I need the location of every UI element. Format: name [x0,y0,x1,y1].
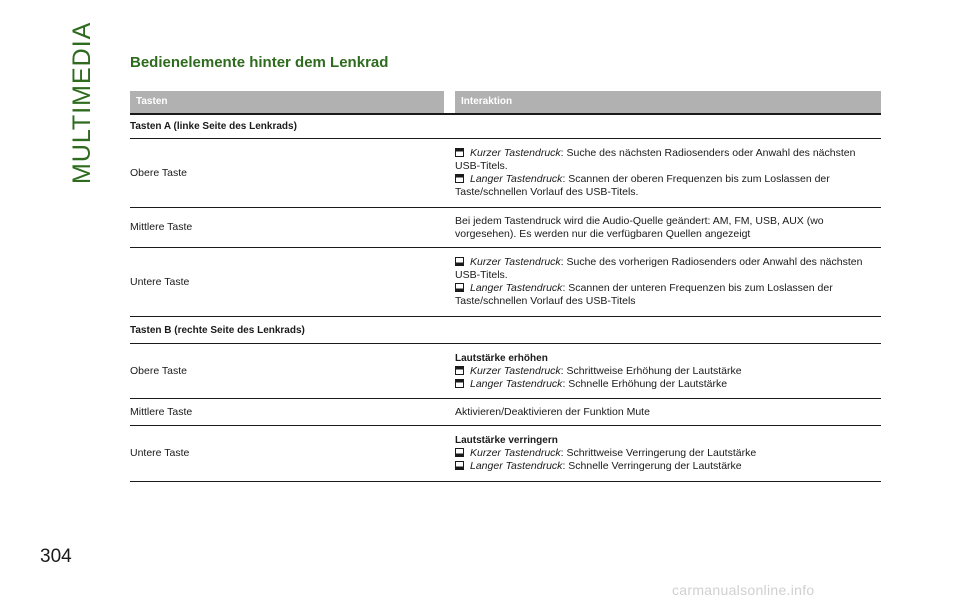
interaction-line [455,256,881,282]
header-buttons: Tasten [130,91,444,113]
controls-table [130,91,881,482]
press-description: : Schrittweise Verringerung der Lautstärke [560,447,757,459]
interaction-subtitle: Lautstärke erhöhen [455,352,548,364]
interaction-line [455,365,881,378]
button-press-icon [455,174,464,183]
interaction-cell [455,434,881,473]
button-cell: Mittlere Taste [130,405,193,418]
press-type: Langer Tastendruck [470,377,563,390]
press-description: : Schrittweise Erhöhung der Lautstärke [560,364,742,377]
interaction-line [455,147,881,173]
interaction-cell: Bei jedem Tastendruck wird die Audio-Quelle geändert: AM, FM, USB, AUX (wo vorgesehen). Es werden nur die verfügbaren Quellen angezeigt [455,214,824,240]
press-description: : Suche des nächsten Radiosenders oder Anwahl des nächsten USB-Titels. [455,147,856,172]
section-title: MULTIMEDIA [68,21,96,184]
button-cell: Untere Taste [130,275,190,288]
button-press-icon [455,283,464,292]
button-press-icon [455,448,464,457]
page-number: 304 [40,546,72,567]
press-type: Kurzer Tastendruck [470,364,561,377]
button-press-icon [455,148,464,157]
button-press-icon [455,461,464,470]
interaction-line [455,378,881,391]
button-cell: Obere Taste [130,166,188,179]
button-press-icon [455,366,464,375]
press-description: : Suche des vorherigen Radiosenders oder Anwahl des nächsten USB-Titels. [455,256,863,281]
press-type: Kurzer Tastendruck [470,147,561,159]
table-row [130,426,881,482]
button-cell: Obere Taste [130,364,188,377]
press-type: Kurzer Tastendruck [470,256,561,268]
press-type: Kurzer Tastendruck [470,447,561,459]
press-type: Langer Tastendruck [470,173,563,185]
interaction-cell [455,256,881,308]
press-description: : Scannen der unteren Frequenzen bis zum Loslassen der Taste/schnellen Vorlauf des USB-Titels [455,282,833,307]
press-description: : Scannen der oberen Frequenzen bis zum Loslassen der Taste/schnellen Vorlauf des USB-Titels. [455,173,830,198]
table-row [130,248,881,317]
button-press-icon [455,257,464,266]
interaction-line [455,447,881,460]
button-cell: Untere Taste [130,447,190,459]
button-cell: Mittlere Taste [130,221,193,233]
section-row-b [130,317,881,344]
table-row [130,344,881,399]
table-row [130,139,881,208]
interaction-subtitle: Lautstärke verringern [455,435,558,446]
table-row [130,208,881,248]
interaction-cell: Aktivieren/Deaktivieren der Funktion Mute [455,405,650,418]
interaction-line [455,282,881,308]
table-header [130,91,881,113]
interaction-cell [455,147,881,199]
press-description: : Schnelle Verringerung der Lautstärke [562,460,742,472]
page-heading: Bedienelemente hinter dem Lenkrad [130,54,389,71]
interaction-cell [455,352,881,391]
section-row-a [130,113,881,139]
button-press-icon [455,379,464,388]
press-type: Langer Tastendruck [470,282,563,294]
header-interaction: Interaktion [455,91,881,113]
interaction-line [455,173,881,199]
table-row [130,399,881,426]
watermark-text: carmanualsonline.info [672,582,815,598]
press-description: : Schnelle Erhöhung der Lautstärke [562,377,728,390]
press-type: Langer Tastendruck [470,460,563,472]
section-label: Tasten B (rechte Seite des Lenkrads) [130,324,305,336]
section-label: Tasten A (linke Seite des Lenkrads) [130,121,297,132]
interaction-line [455,460,881,473]
